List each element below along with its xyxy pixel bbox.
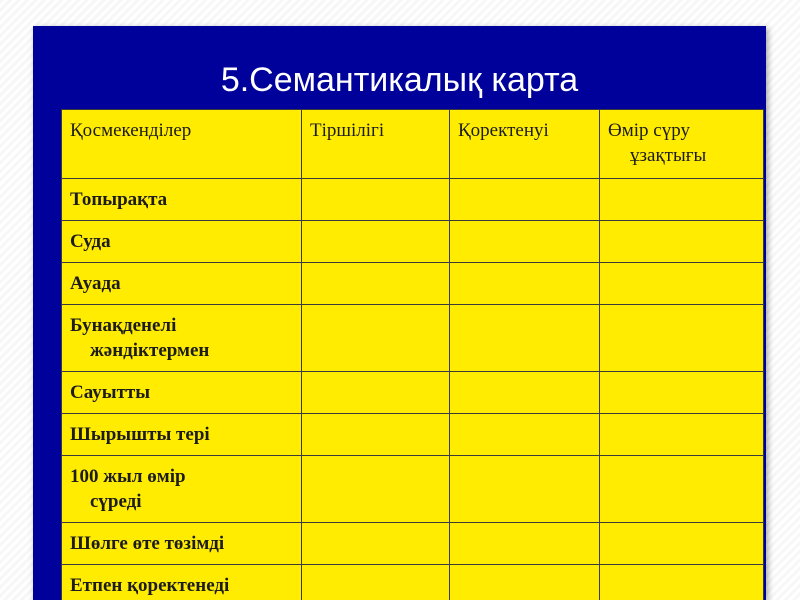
table-cell bbox=[450, 414, 600, 456]
table-row bbox=[62, 565, 764, 600]
slide-title: 5.Семантикалық карта bbox=[220, 61, 579, 99]
header-cell: Тіршілігі bbox=[302, 110, 450, 179]
header-cell: Қосмекенділер bbox=[62, 110, 302, 179]
row-label: Сауытты bbox=[62, 372, 302, 414]
table-row bbox=[62, 305, 764, 372]
row-label: Топырақта bbox=[62, 179, 302, 221]
table-cell bbox=[600, 414, 764, 456]
row-label: Шырышты тері bbox=[62, 414, 302, 456]
table-cell bbox=[450, 565, 600, 600]
table-header-row bbox=[62, 110, 764, 179]
table-cell bbox=[600, 456, 764, 523]
row-label: Шөлге өте төзімді bbox=[62, 523, 302, 565]
table-cell bbox=[450, 523, 600, 565]
table-cell bbox=[450, 305, 600, 372]
row-label: Суда bbox=[62, 221, 302, 263]
table-row bbox=[62, 372, 764, 414]
table-cell bbox=[302, 523, 450, 565]
table-cell bbox=[302, 305, 450, 372]
table-cell bbox=[450, 221, 600, 263]
table-cell bbox=[600, 372, 764, 414]
table-cell bbox=[302, 263, 450, 305]
table-cell bbox=[302, 456, 450, 523]
table-cell bbox=[450, 456, 600, 523]
semantic-map-table bbox=[61, 109, 764, 600]
table-row bbox=[62, 179, 764, 221]
table-cell bbox=[450, 263, 600, 305]
table-cell bbox=[302, 179, 450, 221]
table-cell bbox=[450, 372, 600, 414]
row-label: 100 жыл өмір сүреді bbox=[62, 456, 302, 523]
table-cell bbox=[302, 414, 450, 456]
table-cell bbox=[600, 221, 764, 263]
table-row bbox=[62, 523, 764, 565]
row-label: Бунақденелі жәндіктермен bbox=[62, 305, 302, 372]
table-cell bbox=[600, 305, 764, 372]
table-row bbox=[62, 414, 764, 456]
table-cell bbox=[600, 263, 764, 305]
table-row bbox=[62, 456, 764, 523]
table-cell bbox=[600, 179, 764, 221]
table-row bbox=[62, 221, 764, 263]
header-cell: Қоректенуі bbox=[450, 110, 600, 179]
table-cell bbox=[600, 565, 764, 600]
slide bbox=[33, 26, 766, 600]
header-cell: Өмір сүру ұзақтығы bbox=[600, 110, 764, 179]
table-cell bbox=[600, 523, 764, 565]
table-cell bbox=[302, 372, 450, 414]
table-cell bbox=[302, 565, 450, 600]
row-label: Ауада bbox=[62, 263, 302, 305]
table-cell bbox=[450, 179, 600, 221]
table-cell bbox=[302, 221, 450, 263]
row-label: Етпен қоректенеді bbox=[62, 565, 302, 600]
table-row bbox=[62, 263, 764, 305]
